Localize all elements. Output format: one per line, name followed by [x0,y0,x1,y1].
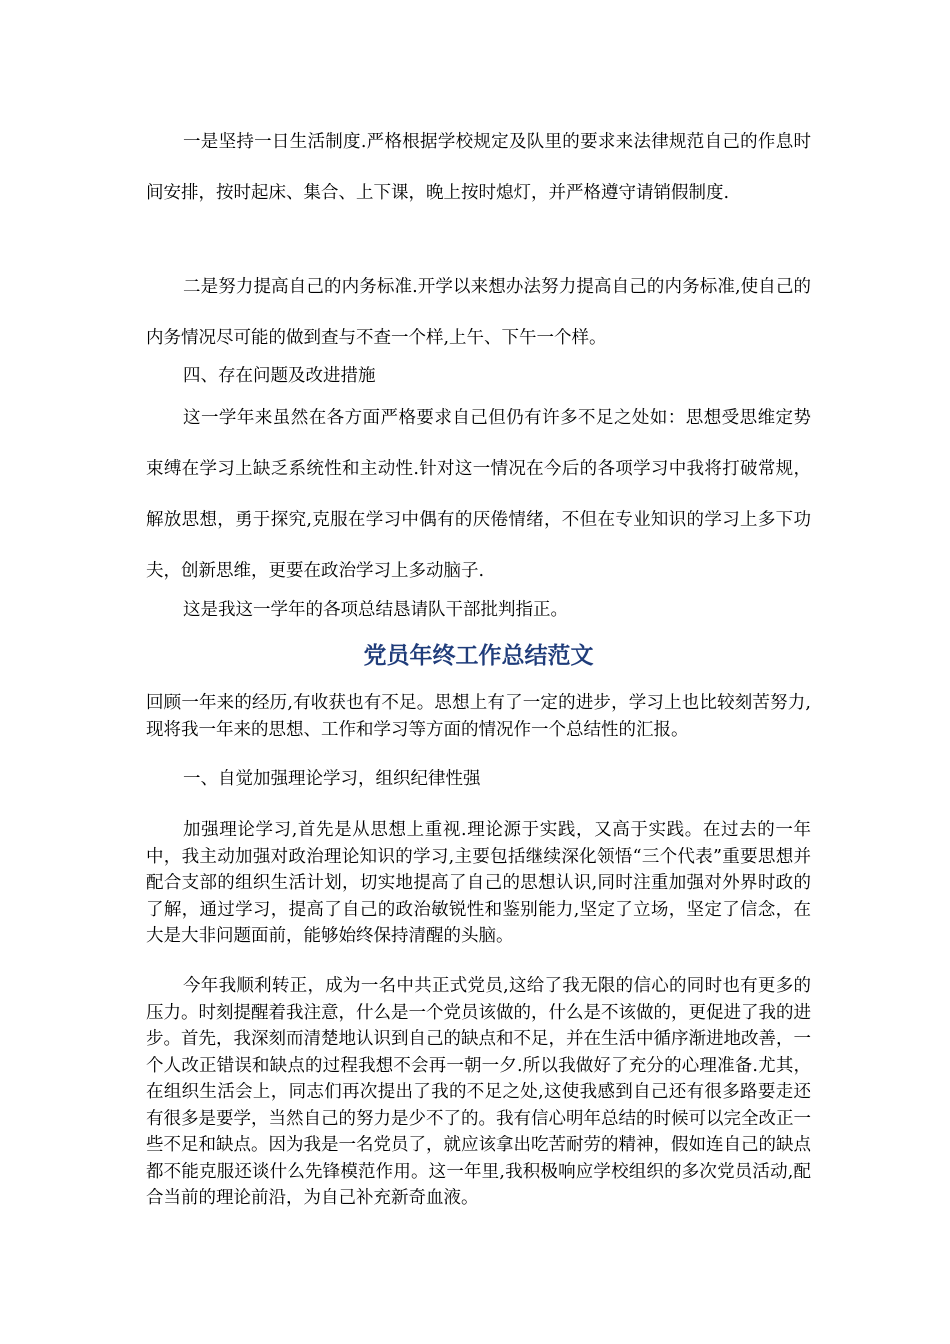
heading-problems-and-measures: 四、存在问题及改进措施 [183,366,376,386]
paragraph-closing-request: 这是我这一学年的各项总结恳请队干部批判指正。 [183,600,568,620]
paragraph-intro: 回顾一年来的经历,有收获也有不足。思想上有了一定的进步，学习上也比较刻苦努力,现将我一年来的思想、工作和学习等方面的情况作一个总结性的汇报。 [146,693,811,740]
document-title: 党员年终工作总结范文 [363,642,594,669]
paragraph-party-membership: 今年我顺利转正，成为一名中共正式党员,这给了我无限的信心的同时也有更多的压力。时刻提醒着我注意，什么是一个党员该做的，什么是不该做的，更促进了我的进步。首先，我深刻而清楚地认识到自己的缺点和不足，并在生活中循序渐进地改善，一个人改正错误和缺点的过程我想不会再一朝一夕.所以我做好了充分的心理准备.尤其，在组织生活会上，同志们再次提出了我的不足之处,这使我感到自己还有很多路要走还有很多是要学，当然自己的努力是少不了的。我有信心明年总结的时候可以完全改正一些不足和缺点。因为我是一名党员了，就应该拿出吃苦耐劳的精神，假如连自己的缺点都不能克服还谈什么先锋模范作用。这一年里,我积极响应学校组织的多次党员活动,配合当前的理论前沿，为自己补充新奇血液。 [146,976,811,1208]
paragraph-daily-routine: 一是坚持一日生活制度.严格根据学校规定及队里的要求来法律规范自己的作息时间安排，按时起床、集合、上下课，晚上按时熄灯，并严格遵守请销假制度. [146,132,811,203]
heading-theory-study: 一、自觉加强理论学习，组织纪律性强 [183,769,481,789]
paragraph-housekeeping: 二是努力提高自己的内务标准.开学以来想办法努力提高自己的内务标准,使自己的内务情况尽可能的做到查与不查一个样,上午、下午一个样。 [146,277,811,348]
paragraph-theory-study: 加强理论学习,首先是从思想上重视.理论源于实践，又高于实践。在过去的一年中，我主动加强对政治理论知识的学习,主要包括继续深化领悟“三个代表”重要思想并配合支部的组织生活计划，切实地提高了自己的思想认识,同时注重加强对外界时政的了解，通过学习，提高了自己的政治敏锐性和鉴别能力,坚定了立场，坚定了信念，在大是大非问题面前，能够始终保持清醒的头脑。 [146,820,811,946]
paragraph-shortcomings: 这一学年来虽然在各方面严格要求自己但仍有许多不足之处如：思想受思维定势束缚在学习上缺乏系统性和主动性.针对这一情况在今后的各项学习中我将打破常规，解放思想，勇于探究,克服在学习中偶有的厌倦情绪，不但在专业知识的学习上多下功夫，创新思维，更要在政治学习上多动脑子. [146,408,811,581]
